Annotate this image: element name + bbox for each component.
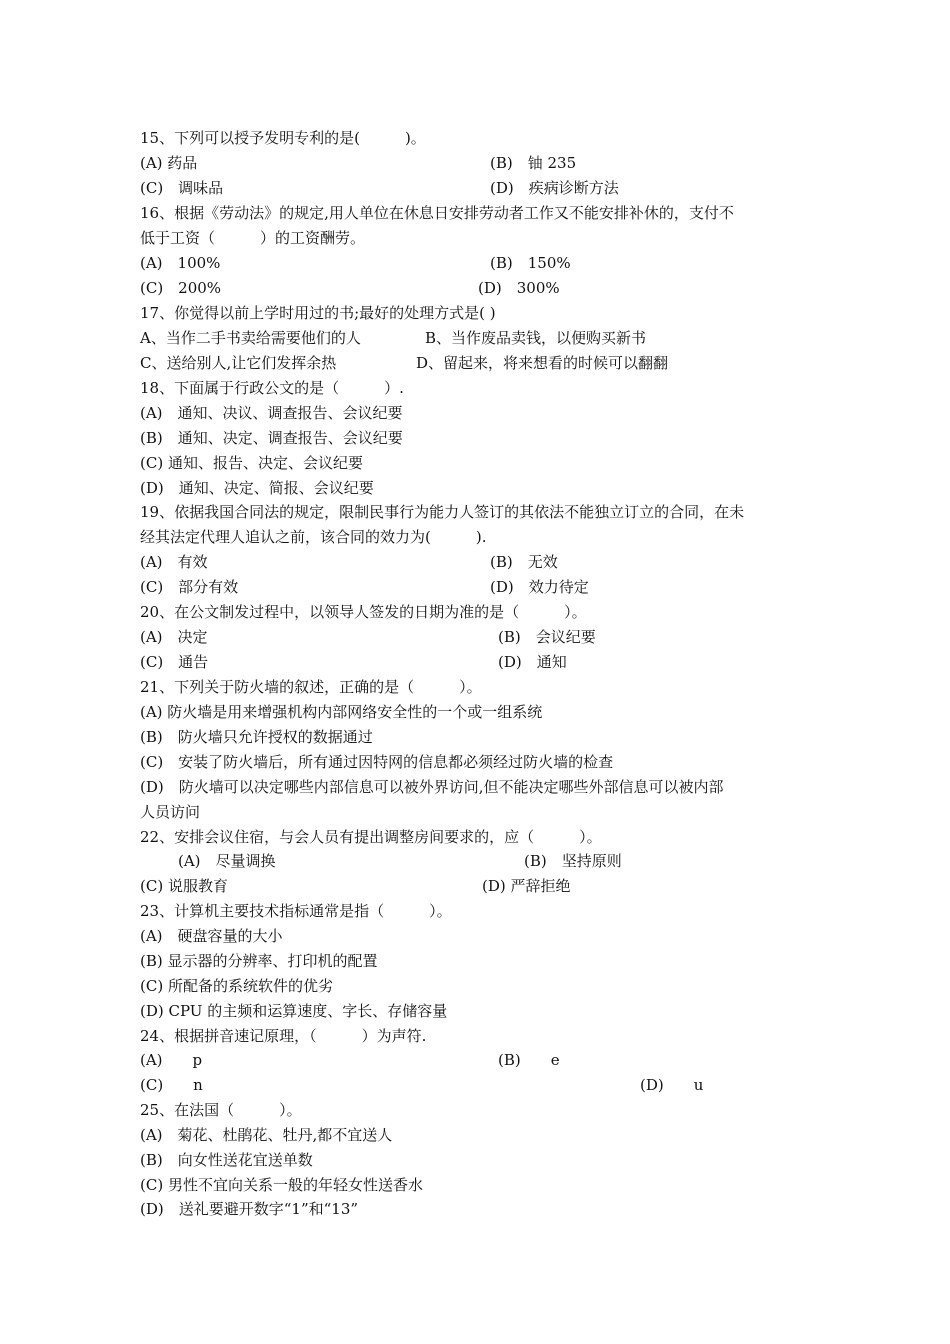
q17-option-d: D、留起来，将来想看的时候可以翻翻	[416, 354, 669, 372]
q20-stem: 20、在公文制发过程中，以领导人签发的日期为准的是（ ）。	[140, 603, 587, 621]
q17-option-c: C、送给别人,让它们发挥余热	[140, 354, 337, 372]
q16-option-b: (B) 150%	[490, 254, 571, 272]
q19-option-d: (D) 效力待定	[490, 578, 589, 596]
q21-option-b: (B) 防火墙只允许授权的数据通过	[140, 728, 373, 746]
q15-option-d: (D) 疾病诊断方法	[490, 179, 619, 197]
q19-option-a: (A) 有效	[140, 553, 208, 571]
q24-stem: 24、根据拼音速记原理，（ ）为声符.	[140, 1027, 427, 1045]
q22-stem: 22、安排会议住宿，与会人员有提出调整房间要求的，应（ ）。	[140, 828, 602, 846]
q22-option-c: (C) 说服教育	[140, 877, 228, 895]
q25-option-c: (C) 男性不宜向关系一般的年轻女性送香水	[140, 1176, 423, 1194]
q15-option-a: (A) 药品	[140, 154, 198, 172]
q17-option-b: B、当作废品卖钱，以便购买新书	[425, 329, 647, 347]
q16-stem-line1: 16、根据《劳动法》的规定,用人单位在休息日安排劳动者工作又不能安排补休的，支付不	[140, 204, 734, 222]
q16-option-a: (A) 100%	[140, 254, 221, 272]
q24-option-c: (C) n	[140, 1076, 203, 1094]
q18-stem: 18、下面属于行政公文的是（ ）.	[140, 379, 404, 397]
q20-option-d: (D) 通知	[498, 653, 567, 671]
q24-option-b: (B) e	[498, 1051, 560, 1069]
q21-option-c: (C) 安装了防火墙后，所有通过因特网的信息都必须经过防火墙的检查	[140, 753, 614, 771]
q16-option-d: (D) 300%	[478, 279, 560, 297]
q21-option-a: (A) 防火墙是用来增强机构内部网络安全性的一个或一组系统	[140, 703, 543, 721]
q18-option-b: (B) 通知、决定、调查报告、会议纪要	[140, 429, 403, 447]
q18-option-a: (A) 通知、决议、调查报告、会议纪要	[140, 404, 403, 422]
q25-option-b: (B) 向女性送花宜送单数	[140, 1151, 313, 1169]
q17-stem: 17、你觉得以前上学时用过的书;最好的处理方式是( )	[140, 304, 496, 322]
q22-option-d: (D) 严辞拒绝	[482, 877, 571, 895]
q15-stem: 15、下列可以授予发明专利的是( )。	[140, 129, 426, 147]
q16-option-c: (C) 200%	[140, 279, 222, 297]
q19-stem-line2: 经其法定代理人追认之前，该合同的效力为( ).	[140, 528, 487, 546]
q25-option-a: (A) 菊花、杜鹃花、牡丹,都不宜送人	[140, 1126, 393, 1144]
q15-option-c: (C) 调味品	[140, 179, 224, 197]
q19-option-c: (C) 部分有效	[140, 578, 239, 596]
q24-option-a: (A) p	[140, 1051, 203, 1069]
q18-option-c: (C) 通知、报告、决定、会议纪要	[140, 454, 363, 472]
q22-option-b: (B) 坚持原则	[524, 852, 622, 870]
q22-option-a: (A) 尽量调换	[178, 852, 276, 870]
q23-option-c: (C) 所配备的系统软件的优劣	[140, 977, 333, 995]
q17-option-a: A、当作二手书卖给需要他们的人	[140, 329, 361, 347]
q23-option-d: (D) CPU 的主频和运算速度、字长、存储容量	[140, 1002, 448, 1020]
q18-option-d: (D) 通知、决定、简报、会议纪要	[140, 479, 374, 497]
q23-stem: 23、计算机主要技术指标通常是指（ ）。	[140, 902, 452, 920]
q21-option-d-line2: 人员访问	[140, 803, 201, 821]
q16-stem-line2: 低于工资（ ）的工资酬劳。	[140, 229, 366, 247]
q19-stem-line1: 19、依据我国合同法的规定，限制民事行为能力人签订的其依法不能独立订立的合同，在未	[140, 503, 745, 521]
q25-option-d: (D) 送礼要避开数字“1”和“13”	[140, 1200, 359, 1218]
q19-option-b: (B) 无效	[490, 553, 558, 571]
q20-option-b: (B) 会议纪要	[498, 628, 596, 646]
q21-option-d-line1: (D) 防火墙可以决定哪些内部信息可以被外界访问,但不能决定哪些外部信息可以被内部	[140, 778, 724, 796]
q23-option-a: (A) 硬盘容量的大小	[140, 927, 283, 945]
q21-stem: 21、下列关于防火墙的叙述，正确的是（ ）。	[140, 678, 482, 696]
q23-option-b: (B) 显示器的分辨率、打印机的配置	[140, 952, 378, 970]
q20-option-a: (A) 决定	[140, 628, 208, 646]
q24-option-d: (D) u	[640, 1076, 704, 1094]
q25-stem: 25、在法国（ ）。	[140, 1101, 302, 1119]
q20-option-c: (C) 通告	[140, 653, 209, 671]
q15-option-b: (B) 铀 235	[490, 154, 577, 172]
